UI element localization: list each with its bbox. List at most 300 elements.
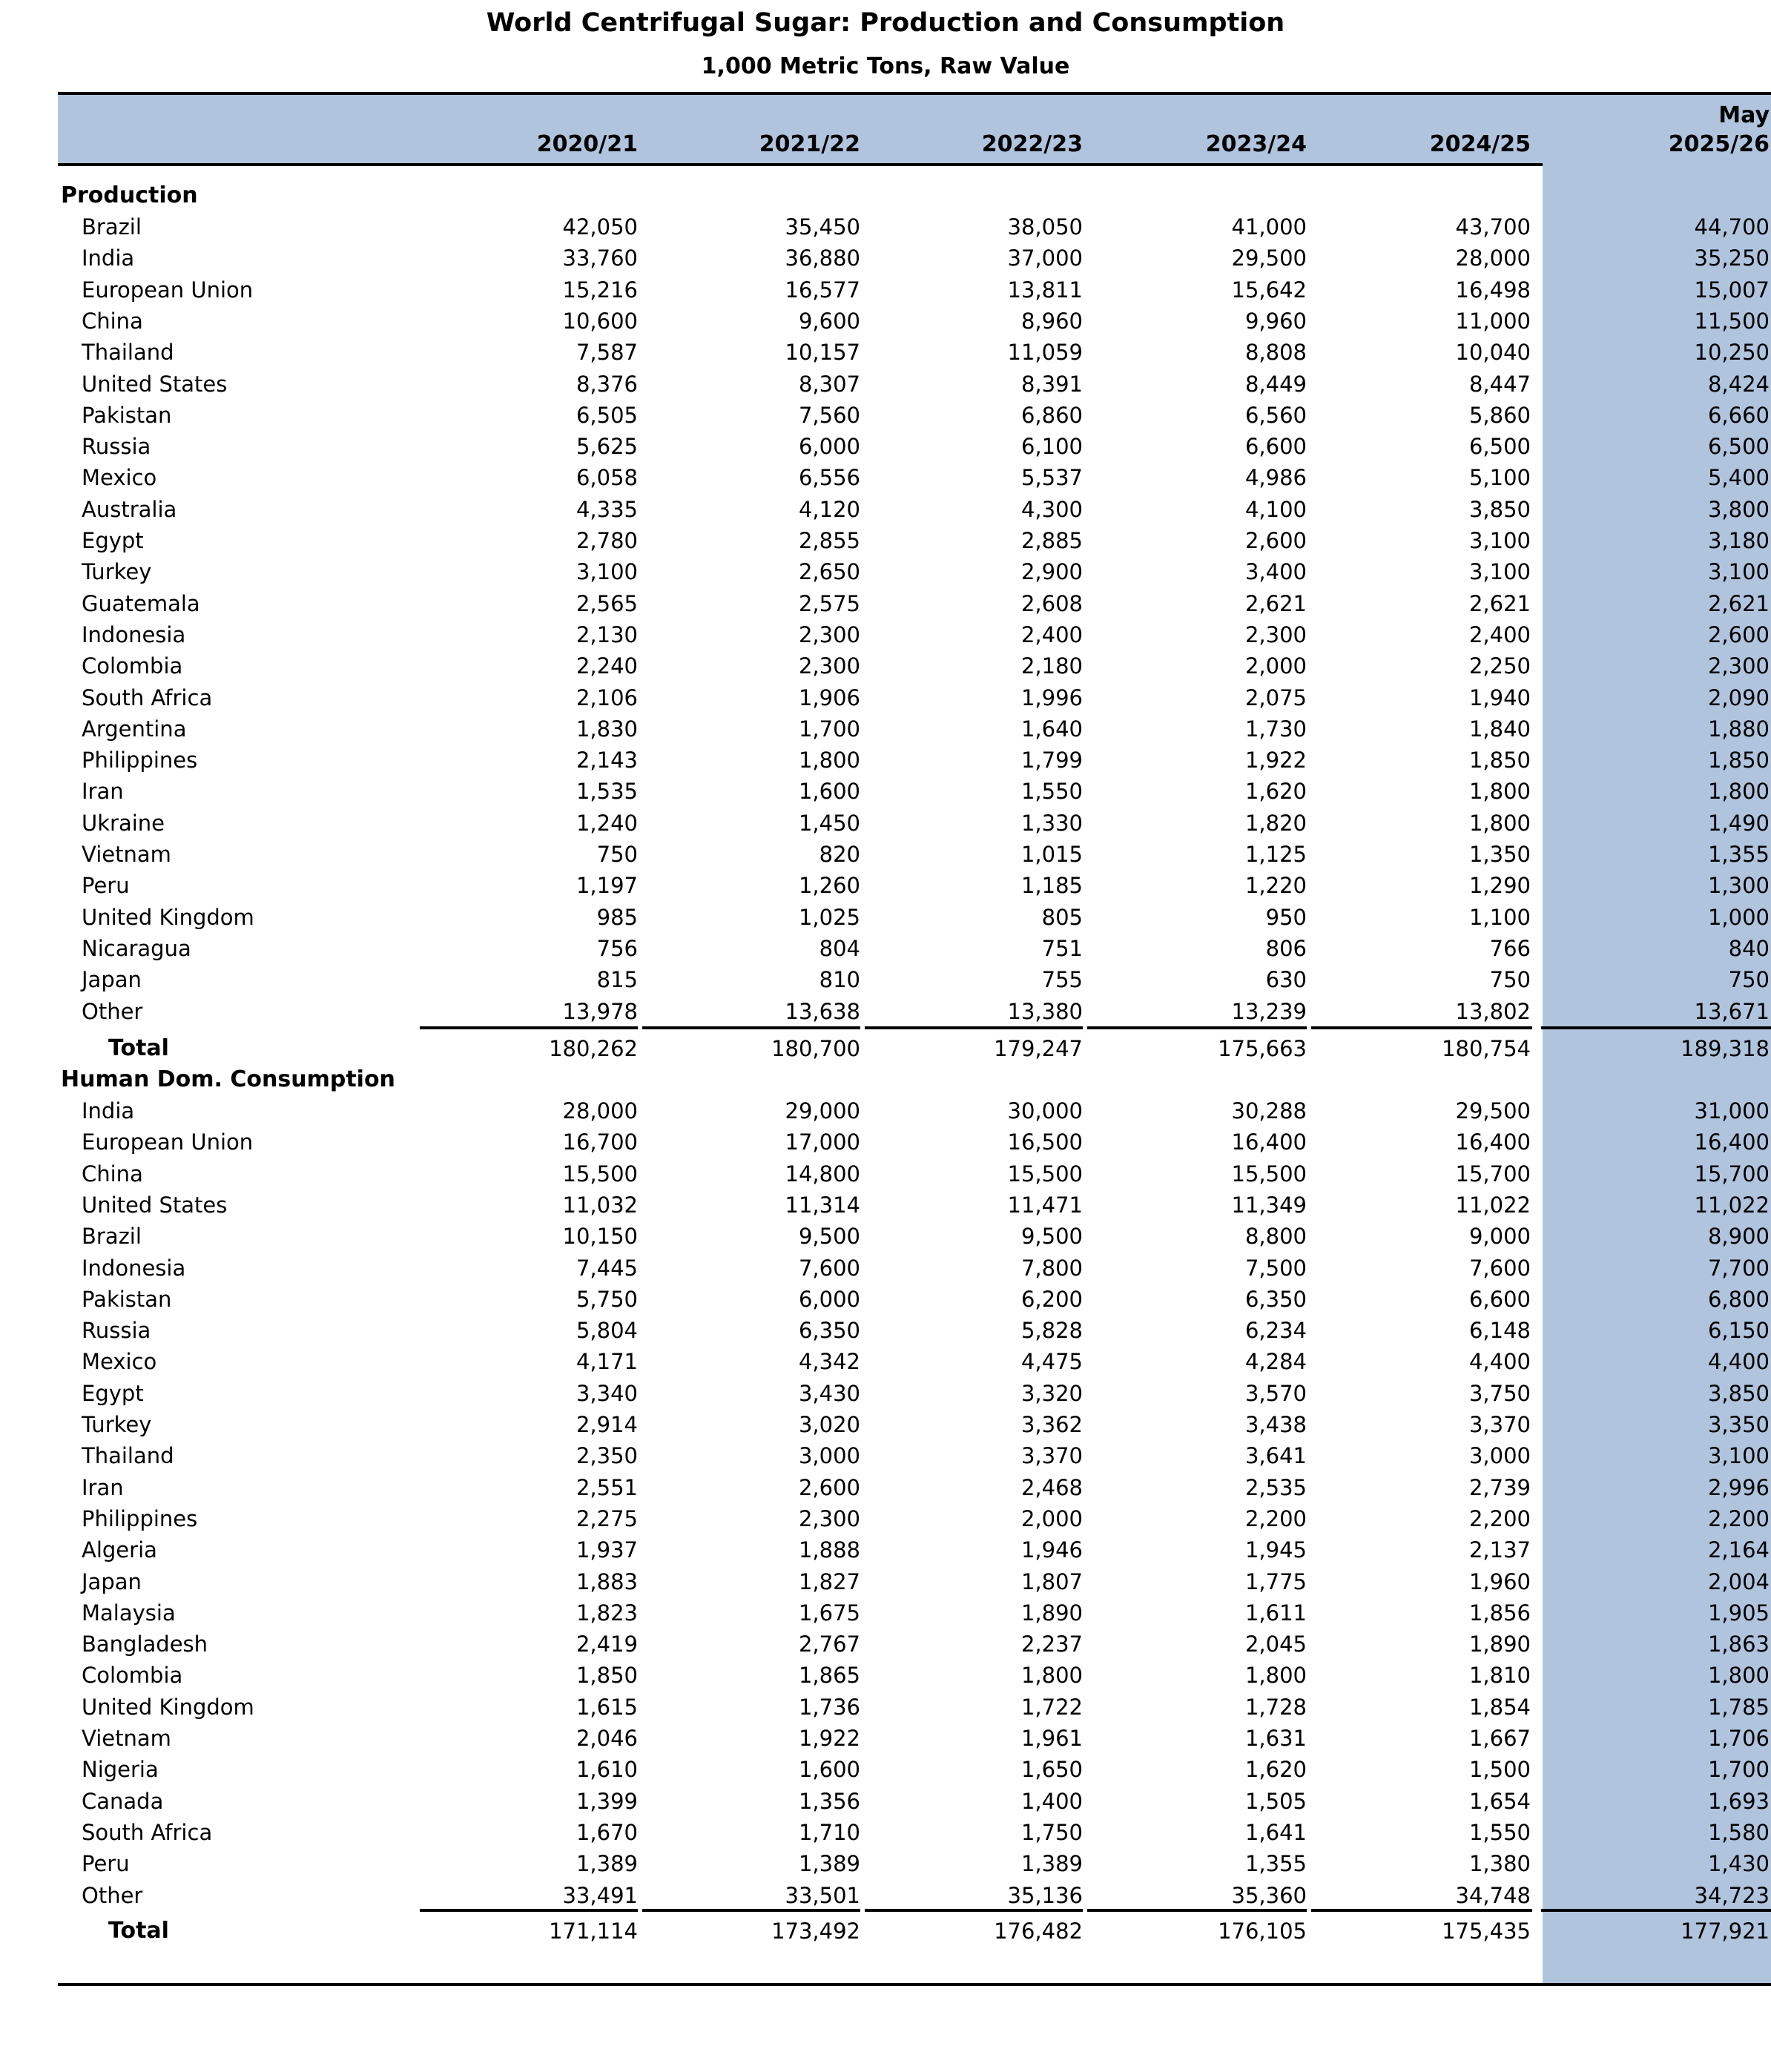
table-cell: 1,883 (576, 1569, 638, 1594)
table-cell: 1,550 (1020, 779, 1083, 804)
table-cell: 1,800 (1707, 1663, 1770, 1688)
total-rule (642, 1909, 860, 1912)
table-cell: 766 (1489, 936, 1531, 961)
table-cell: 29,500 (1231, 245, 1307, 271)
table-cell: 1,641 (1244, 1820, 1307, 1845)
table-cell: 1,922 (1244, 748, 1307, 773)
table-cell: 3,100 (1707, 559, 1770, 584)
table-cell: 2,575 (798, 591, 860, 616)
table-cell: 2,621 (1707, 591, 1770, 616)
table-cell: 15,007 (1694, 277, 1770, 303)
table-cell: 3,100 (1707, 1443, 1770, 1468)
table-cell: 1,100 (1468, 905, 1531, 930)
row-label: Algeria (82, 1537, 157, 1563)
table-cell: 3,340 (576, 1381, 638, 1406)
table-cell: 7,600 (798, 1256, 860, 1281)
table-cell: 6,505 (576, 403, 638, 428)
table-cell: 44,700 (1694, 214, 1770, 240)
row-label: India (82, 1098, 135, 1124)
table-cell: 2,106 (576, 685, 638, 710)
table-cell: 1,631 (1244, 1726, 1307, 1751)
table-cell: 1,505 (1244, 1789, 1307, 1814)
table-cell: 1,620 (1244, 1757, 1307, 1782)
table-cell: 36,880 (785, 245, 860, 271)
total-cell: 176,482 (994, 1918, 1083, 1944)
table-cell: 750 (596, 842, 638, 867)
table-cell: 8,376 (576, 372, 638, 397)
table-cell: 3,362 (1020, 1412, 1083, 1437)
table-cell: 1,710 (798, 1820, 860, 1845)
table-cell: 2,551 (576, 1475, 638, 1500)
table-cell: 840 (1728, 936, 1770, 961)
row-label: Argentina (82, 716, 187, 742)
table-bottom-rule (58, 1983, 1771, 1986)
table-cell: 1,960 (1468, 1569, 1531, 1594)
table-cell: 2,000 (1244, 653, 1307, 679)
table-cell: 3,370 (1468, 1412, 1531, 1437)
table-cell: 9,960 (1244, 309, 1307, 334)
table-cell: 8,391 (1020, 372, 1083, 397)
total-rule (642, 1026, 860, 1029)
table-cell: 3,100 (1468, 559, 1531, 584)
table-cell: 1,000 (1707, 905, 1770, 930)
table-cell: 11,500 (1694, 309, 1770, 334)
table-cell: 804 (819, 936, 860, 961)
table-cell: 2,137 (1468, 1537, 1531, 1563)
table-cell: 1,675 (798, 1600, 860, 1626)
column-header: 2020/21 (536, 131, 638, 157)
row-label: Iran (82, 779, 124, 804)
table-cell: 1,810 (1468, 1663, 1531, 1688)
table-cell: 3,320 (1020, 1381, 1083, 1406)
table-cell: 2,608 (1020, 591, 1083, 616)
table-cell: 1,015 (1020, 842, 1083, 867)
row-label: United Kingdom (82, 1695, 254, 1720)
row-label: Vietnam (82, 1726, 171, 1751)
table-cell: 3,180 (1707, 528, 1770, 553)
table-cell: 8,960 (1020, 309, 1083, 334)
row-label: Nigeria (82, 1757, 159, 1782)
table-cell: 1,399 (576, 1789, 638, 1814)
table-cell: 1,389 (798, 1851, 860, 1876)
table-cell: 6,148 (1468, 1318, 1531, 1343)
table-cell: 4,335 (576, 497, 638, 522)
table-cell: 6,560 (1244, 403, 1307, 428)
row-label: Thailand (82, 1443, 174, 1468)
row-label: Egypt (82, 1381, 144, 1406)
table-cell: 4,400 (1707, 1349, 1770, 1374)
table-cell: 2,200 (1468, 1506, 1531, 1531)
row-label: South Africa (82, 685, 213, 710)
table-cell: 2,900 (1020, 559, 1083, 584)
table-cell: 1,961 (1020, 1726, 1083, 1751)
table-cell: 2,275 (576, 1506, 638, 1531)
table-cell: 2,250 (1468, 653, 1531, 679)
table-cell: 2,350 (576, 1443, 638, 1468)
table-cell: 810 (819, 967, 860, 992)
table-cell: 3,350 (1707, 1412, 1770, 1437)
table-cell: 2,996 (1707, 1475, 1770, 1500)
table-cell: 13,978 (562, 999, 638, 1024)
table-cell: 2,468 (1020, 1475, 1083, 1500)
section-heading: Production (61, 182, 198, 208)
row-label: Australia (82, 497, 177, 522)
row-label: European Union (82, 1129, 254, 1155)
table-cell: 2,855 (798, 528, 860, 553)
row-label: Japan (82, 967, 142, 992)
table-cell: 2,300 (798, 653, 860, 679)
total-cell: 180,700 (771, 1036, 860, 1061)
table-cell: 30,288 (1231, 1098, 1307, 1124)
table-cell: 1,937 (576, 1537, 638, 1563)
table-cell: 4,284 (1244, 1349, 1307, 1374)
row-label: Japan (82, 1569, 142, 1594)
table-cell: 2,885 (1020, 528, 1083, 553)
table-cell: 3,000 (798, 1443, 860, 1468)
table-cell: 1,290 (1468, 873, 1531, 898)
table-cell: 1,700 (1707, 1757, 1770, 1782)
table-cell: 1,650 (1020, 1757, 1083, 1782)
table-cell: 16,400 (1231, 1129, 1307, 1155)
table-cell: 2,075 (1244, 685, 1307, 710)
row-label: Other (82, 999, 143, 1024)
table-cell: 16,577 (785, 277, 860, 303)
table-cell: 3,400 (1244, 559, 1307, 584)
table-cell: 6,556 (798, 465, 860, 490)
row-label: Pakistan (82, 1287, 172, 1312)
row-label: Russia (82, 434, 151, 459)
column-header: 2023/24 (1205, 131, 1307, 157)
table-cell: 7,445 (576, 1256, 638, 1281)
row-label: Brazil (82, 214, 142, 240)
table-cell: 1,260 (798, 873, 860, 898)
table-cell: 2,300 (798, 1506, 860, 1531)
table-cell: 2,780 (576, 528, 638, 553)
table-cell: 1,356 (798, 1789, 860, 1814)
table-cell: 3,370 (1020, 1443, 1083, 1468)
table-cell: 6,000 (798, 1287, 860, 1312)
table-cell: 755 (1041, 967, 1083, 992)
total-rule (1087, 1026, 1307, 1029)
table-cell: 34,748 (1455, 1883, 1531, 1908)
row-label: Russia (82, 1318, 151, 1343)
table-cell: 10,157 (785, 340, 860, 365)
table-cell: 6,000 (798, 434, 860, 459)
table-cell: 6,200 (1020, 1287, 1083, 1312)
table-cell: 3,570 (1244, 1381, 1307, 1406)
table-cell: 756 (596, 936, 638, 961)
table-cell: 10,250 (1694, 340, 1770, 365)
table-cell: 7,587 (576, 340, 638, 365)
table-cell: 3,100 (576, 559, 638, 584)
table-cell: 6,600 (1468, 1287, 1531, 1312)
table-cell: 41,000 (1231, 214, 1307, 240)
table-cell: 2,045 (1244, 1631, 1307, 1657)
table-cell: 5,860 (1468, 403, 1531, 428)
table-cell: 4,300 (1020, 497, 1083, 522)
table-cell: 35,250 (1694, 245, 1770, 271)
total-rule (865, 1909, 1083, 1912)
table-cell: 2,200 (1707, 1506, 1770, 1531)
table-cell: 11,471 (1007, 1192, 1083, 1218)
table-cell: 751 (1041, 936, 1083, 961)
row-label: South Africa (82, 1820, 213, 1845)
table-cell: 1,820 (1244, 811, 1307, 836)
table-cell: 28,000 (562, 1098, 638, 1124)
table-cell: 1,430 (1707, 1851, 1770, 1876)
table-cell: 1,850 (1468, 748, 1531, 773)
table-cell: 1,736 (798, 1695, 860, 1720)
row-label: Canada (82, 1789, 164, 1814)
row-label: Thailand (82, 340, 174, 365)
table-cell: 1,823 (576, 1600, 638, 1626)
table-cell: 1,840 (1468, 716, 1531, 742)
row-label: Guatemala (82, 591, 200, 616)
table-cell: 1,535 (576, 779, 638, 804)
table-cell: 1,600 (798, 779, 860, 804)
table-cell: 7,500 (1244, 1256, 1307, 1281)
table-cell: 2,143 (576, 748, 638, 773)
table-cell: 13,380 (1007, 999, 1083, 1024)
table-cell: 13,811 (1007, 277, 1083, 303)
table-cell: 1,996 (1020, 685, 1083, 710)
table-cell: 5,804 (576, 1318, 638, 1343)
row-label: Peru (82, 873, 130, 898)
table-cell: 6,600 (1244, 434, 1307, 459)
table-cell: 3,641 (1244, 1443, 1307, 1468)
table-cell: 2,650 (798, 559, 860, 584)
table-cell: 2,300 (798, 622, 860, 647)
table-cell: 2,565 (576, 591, 638, 616)
row-label: China (82, 309, 143, 334)
table-cell: 750 (1728, 967, 1770, 992)
table-cell: 1,865 (798, 1663, 860, 1688)
table-cell: 1,722 (1020, 1695, 1083, 1720)
table-cell: 1,389 (1020, 1851, 1083, 1876)
table-cell: 1,500 (1468, 1757, 1531, 1782)
table-cell: 1,450 (798, 811, 860, 836)
table-cell: 1,667 (1468, 1726, 1531, 1751)
table-cell: 15,216 (562, 277, 638, 303)
total-rule (420, 1909, 638, 1912)
table-cell: 2,000 (1020, 1506, 1083, 1531)
table-cell: 1,850 (576, 1663, 638, 1688)
table-cell: 11,000 (1455, 309, 1531, 334)
table-cell: 1,380 (1468, 1851, 1531, 1876)
table-cell: 1,240 (576, 811, 638, 836)
table-cell: 1,863 (1707, 1631, 1770, 1657)
total-label: Total (108, 1918, 169, 1944)
table-cell: 1,830 (576, 716, 638, 742)
table-cell: 2,240 (576, 653, 638, 679)
row-label: United States (82, 1192, 228, 1218)
table-cell: 2,600 (1244, 528, 1307, 553)
table-cell: 15,700 (1455, 1161, 1531, 1187)
table-cell: 15,500 (1007, 1161, 1083, 1187)
row-label: China (82, 1161, 143, 1187)
table-cell: 14,800 (785, 1161, 860, 1187)
table-cell: 1,906 (798, 685, 860, 710)
total-cell: 180,754 (1442, 1036, 1531, 1061)
total-cell: 171,114 (549, 1918, 638, 1944)
table-cell: 3,850 (1707, 1381, 1770, 1406)
table-cell: 1,025 (798, 905, 860, 930)
table-cell: 2,600 (1707, 622, 1770, 647)
row-label: Indonesia (82, 622, 186, 647)
table-cell: 42,050 (562, 214, 638, 240)
table-cell: 2,621 (1244, 591, 1307, 616)
table-cell: 1,400 (1020, 1789, 1083, 1814)
table-cell: 2,046 (576, 1726, 638, 1751)
total-cell: 175,663 (1218, 1036, 1307, 1061)
table-cell: 820 (819, 842, 860, 867)
table-cell: 4,986 (1244, 465, 1307, 490)
table-cell: 9,000 (1468, 1224, 1531, 1249)
column-header: 2024/25 (1429, 131, 1531, 157)
table-cell: 3,000 (1468, 1443, 1531, 1468)
table-cell: 6,500 (1707, 434, 1770, 459)
table-cell: 7,700 (1707, 1256, 1770, 1281)
table-cell: 16,400 (1455, 1129, 1531, 1155)
table-cell: 2,237 (1020, 1631, 1083, 1657)
table-cell: 3,750 (1468, 1381, 1531, 1406)
row-label: Egypt (82, 528, 144, 553)
table-cell: 11,314 (785, 1192, 860, 1218)
table-cell: 6,058 (576, 465, 638, 490)
table-cell: 3,100 (1468, 528, 1531, 553)
row-label: Vietnam (82, 842, 171, 867)
table-cell: 1,800 (1707, 779, 1770, 804)
table-cell: 5,750 (576, 1287, 638, 1312)
table-cell: 1,775 (1244, 1569, 1307, 1594)
table-cell: 11,059 (1007, 340, 1083, 365)
table-cell: 5,537 (1020, 465, 1083, 490)
table-cell: 5,625 (576, 434, 638, 459)
table-cell: 3,430 (798, 1381, 860, 1406)
row-label: Bangladesh (82, 1631, 208, 1657)
column-header: 2022/23 (981, 131, 1083, 157)
table-cell: 4,342 (798, 1349, 860, 1374)
table-cell: 1,800 (1244, 1663, 1307, 1688)
table-cell: 6,150 (1707, 1318, 1770, 1343)
table-cell: 1,185 (1020, 873, 1083, 898)
row-label: Malaysia (82, 1600, 176, 1626)
table-cell: 16,400 (1694, 1129, 1770, 1155)
total-cell: 175,435 (1442, 1918, 1531, 1944)
table-cell: 8,900 (1707, 1224, 1770, 1249)
table-cell: 35,360 (1231, 1883, 1307, 1908)
row-label: United Kingdom (82, 905, 254, 930)
table-cell: 2,767 (798, 1631, 860, 1657)
table-cell: 1,355 (1244, 1851, 1307, 1876)
table-cell: 1,850 (1707, 748, 1770, 773)
table-cell: 13,671 (1694, 999, 1770, 1024)
table-cell: 29,000 (785, 1098, 860, 1124)
table-cell: 8,424 (1707, 372, 1770, 397)
table-cell: 9,500 (1020, 1224, 1083, 1249)
table-cell: 1,693 (1707, 1789, 1770, 1814)
table-cell: 10,600 (562, 309, 638, 334)
table-cell: 3,438 (1244, 1412, 1307, 1437)
total-cell: 173,492 (771, 1918, 860, 1944)
table-cell: 1,880 (1707, 716, 1770, 742)
forecast-month-label: May (1718, 102, 1770, 128)
table-cell: 2,535 (1244, 1475, 1307, 1500)
table-cell: 15,500 (562, 1161, 638, 1187)
table-cell: 3,800 (1707, 497, 1770, 522)
table-cell: 11,022 (1694, 1192, 1770, 1218)
table-cell: 1,800 (1468, 811, 1531, 836)
table-cell: 16,500 (1007, 1129, 1083, 1155)
table-cell: 3,850 (1468, 497, 1531, 522)
row-label: Indonesia (82, 1256, 186, 1281)
table-cell: 1,600 (798, 1757, 860, 1782)
table-cell: 2,600 (798, 1475, 860, 1500)
table-cell: 1,785 (1707, 1695, 1770, 1720)
table-cell: 1,330 (1020, 811, 1083, 836)
table-cell: 1,728 (1244, 1695, 1307, 1720)
table-cell: 8,800 (1244, 1224, 1307, 1249)
table-cell: 2,400 (1020, 622, 1083, 647)
table-cell: 750 (1489, 967, 1531, 992)
table-cell: 31,000 (1694, 1098, 1770, 1124)
table-cell: 806 (1265, 936, 1307, 961)
row-label: European Union (82, 277, 254, 303)
total-rule (865, 1026, 1083, 1029)
row-label: Turkey (82, 1412, 152, 1437)
total-rule (1311, 1909, 1532, 1912)
table-cell: 9,500 (798, 1224, 860, 1249)
total-label: Total (108, 1035, 169, 1061)
table-cell: 5,400 (1707, 465, 1770, 490)
table-cell: 1,945 (1244, 1537, 1307, 1563)
table-cell: 1,922 (798, 1726, 860, 1751)
table-cell: 6,350 (798, 1318, 860, 1343)
table-cell: 1,856 (1468, 1600, 1531, 1626)
table-cell: 15,500 (1231, 1161, 1307, 1187)
table-cell: 985 (596, 905, 638, 930)
table-cell: 1,854 (1468, 1695, 1531, 1720)
table-cell: 7,600 (1468, 1256, 1531, 1281)
table-cell: 1,620 (1244, 779, 1307, 804)
row-label: Mexico (82, 465, 157, 490)
row-label: Colombia (82, 653, 183, 679)
table-cell: 1,355 (1707, 842, 1770, 867)
table-cell: 13,638 (785, 999, 860, 1024)
table-cell: 28,000 (1455, 245, 1531, 271)
row-label: United States (82, 372, 228, 397)
table-cell: 13,802 (1455, 999, 1531, 1024)
table-cell: 33,760 (562, 245, 638, 271)
table-cell: 2,419 (576, 1631, 638, 1657)
table-cell: 1,799 (1020, 748, 1083, 773)
section-heading: Human Dom. Consumption (61, 1066, 395, 1092)
total-rule (1541, 1909, 1771, 1912)
table-cell: 2,400 (1468, 622, 1531, 647)
table-cell: 8,808 (1244, 340, 1307, 365)
row-label: Nicaragua (82, 936, 191, 961)
table-cell: 15,642 (1231, 277, 1307, 303)
table-cell: 2,180 (1020, 653, 1083, 679)
total-cell: 180,262 (549, 1036, 638, 1061)
table-cell: 11,349 (1231, 1192, 1307, 1218)
table-cell: 4,171 (576, 1349, 638, 1374)
table-cell: 6,800 (1707, 1287, 1770, 1312)
table-cell: 33,501 (785, 1883, 860, 1908)
table-cell: 4,400 (1468, 1349, 1531, 1374)
table-cell: 2,130 (576, 622, 638, 647)
table-cell: 1,750 (1020, 1820, 1083, 1845)
